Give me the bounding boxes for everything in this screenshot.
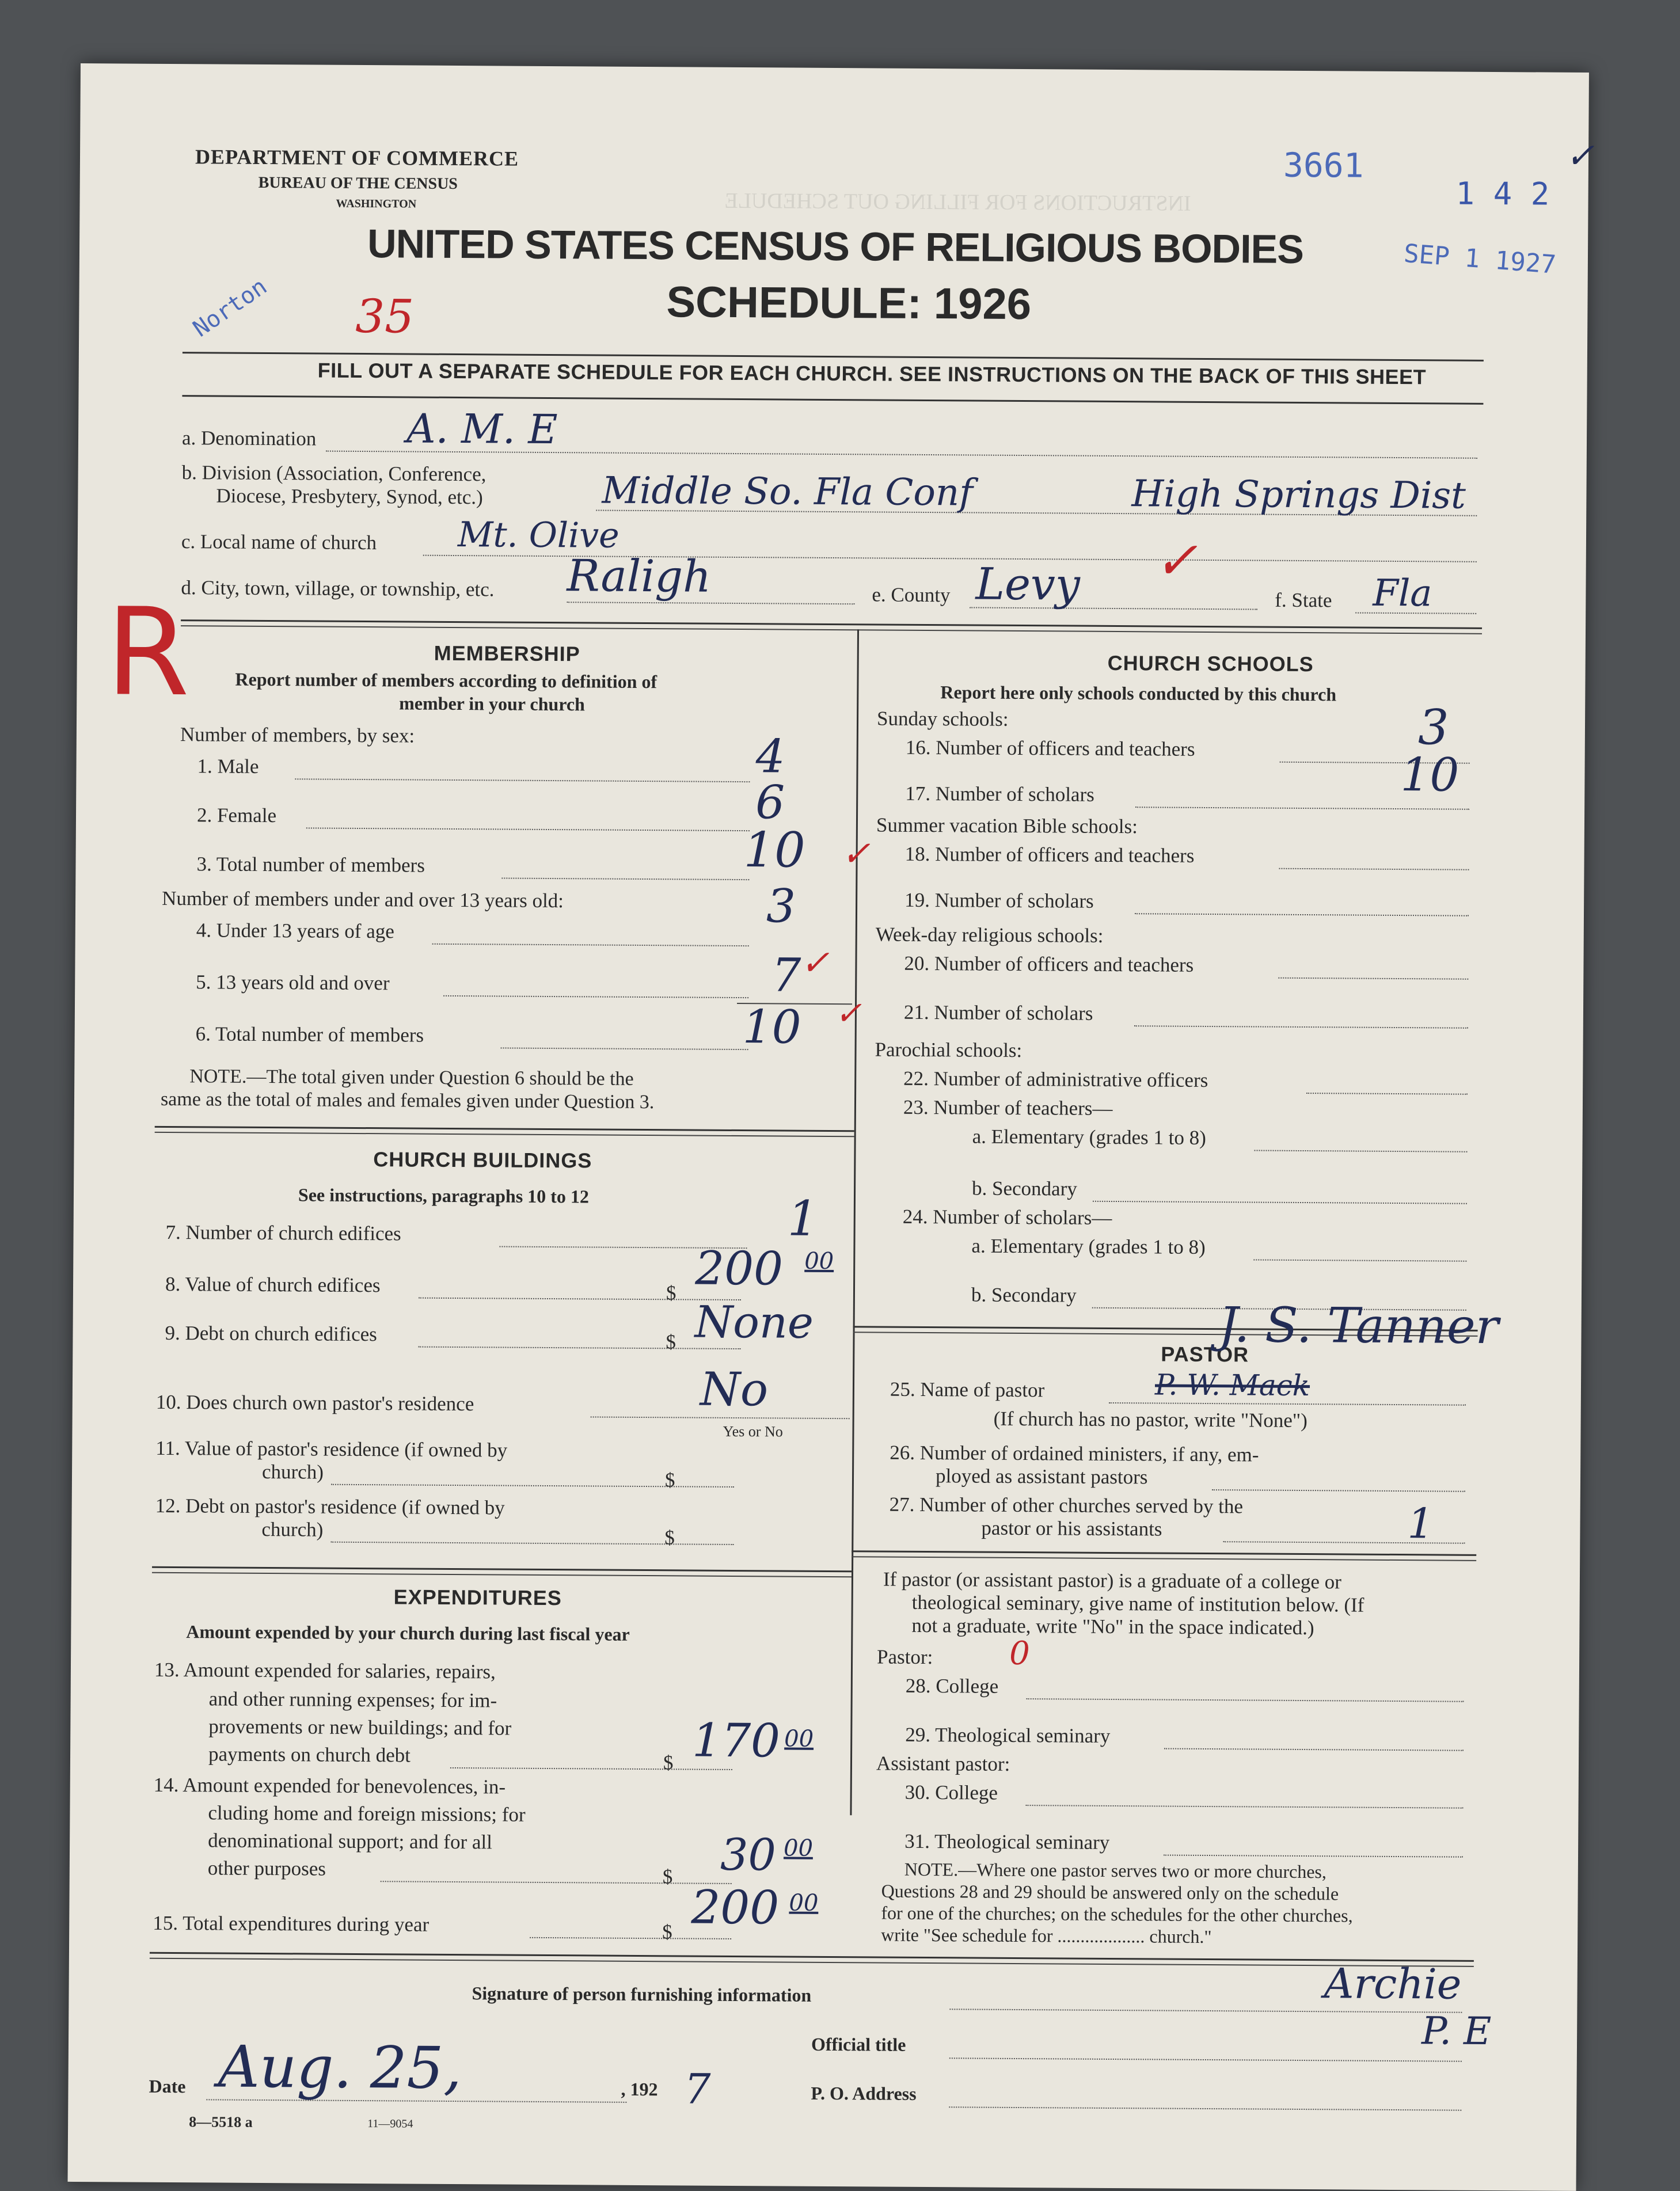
edifices-value-amount: 200	[694, 1241, 784, 1296]
signature-value: Archie	[1324, 1959, 1462, 2009]
pastor-name-note: (If church has no pastor, write "None")	[993, 1407, 1307, 1432]
pastor-name-label: 25. Name of pastor	[890, 1378, 1045, 1402]
members-by-age-label: Number of members under and over 13 years old:	[162, 887, 564, 912]
pastor-note-2: Questions 28 and 29 should be answered only on the schedule	[881, 1880, 1339, 1904]
membership-rule-1	[155, 1126, 854, 1132]
scholars-secondary-label: b. Secondary	[971, 1283, 1077, 1307]
total-expenditures-cents: 00	[789, 1889, 819, 1916]
under-13-label: 4. Under 13 years of age	[196, 919, 394, 943]
official-title-label: Official title	[811, 2033, 906, 2055]
pastor-graduate-label: Pastor:	[876, 1645, 933, 1669]
residence-value-dollar: $	[664, 1469, 675, 1492]
sunday-schools-label: Sunday schools:	[876, 707, 1009, 731]
yes-or-no-hint: Yes or No	[723, 1422, 783, 1440]
graduate-text-3: not a graduate, write "No" in the space indicated.)	[911, 1614, 1314, 1640]
benevolences-line	[381, 1881, 732, 1884]
over-13-check: ✓	[800, 942, 830, 983]
teachers-secondary-line	[1093, 1201, 1467, 1204]
running-expenses-dollar: $	[663, 1751, 674, 1774]
pastor-rule-2	[852, 1556, 1476, 1561]
division-value-conference: Middle So. Fla Conf	[602, 469, 974, 515]
instruction-line: FILL OUT A SEPARATE SCHEDULE FOR EACH CHURCH. SEE INSTRUCTIONS ON THE BACK OF THIS SHEET	[317, 358, 1427, 389]
residence-debt-dollar: $	[664, 1526, 675, 1549]
residence-value-label-2: church)	[261, 1460, 324, 1484]
membership-rule-2	[155, 1132, 854, 1137]
total-members-line-6	[501, 1047, 748, 1050]
year-prefix: , 192	[621, 2078, 658, 2100]
census-form-sheet	[68, 63, 1595, 2191]
total-members-value-6: 10	[742, 1000, 801, 1054]
scholars-elementary-label: a. Elementary (grades 1 to 8)	[971, 1234, 1206, 1258]
benevolences-cents: 00	[783, 1835, 814, 1862]
other-churches-label-2: pastor or his assistants	[981, 1516, 1162, 1540]
county-value: Levy	[975, 558, 1081, 610]
division-label-1: b. Division (Association, Conference,	[181, 461, 486, 486]
summer-scholars-label: 19. Number of scholars	[904, 888, 1094, 912]
pastor-name-line	[1109, 1402, 1466, 1406]
teachers-header-label: 23. Number of teachers—	[903, 1096, 1113, 1120]
weekday-teachers-line	[1278, 977, 1468, 980]
membership-sub-1: Report number of members according to definition of	[235, 668, 657, 693]
county-label: e. County	[872, 583, 951, 607]
print-number: 11—9054	[367, 2117, 413, 2131]
received-date-stamp: SEP 1 1927	[1402, 238, 1557, 280]
total-members-label-6: 6. Total number of members	[195, 1022, 424, 1047]
summer-scholars-line	[1135, 913, 1469, 916]
teachers-elementary-line	[1254, 1150, 1467, 1152]
pastor-college-label: 28. College	[905, 1674, 999, 1698]
assistant-seminary-line	[1164, 1855, 1463, 1858]
pastor-note-3: for one of the churches; on the schedules for the other churches,	[881, 1902, 1353, 1926]
graduate-text-2: theological seminary, give name of institution below. (If	[911, 1591, 1364, 1616]
running-expenses-label-1: 13. Amount expended for salaries, repairs,	[154, 1658, 496, 1683]
edifices-dollar: $	[666, 1281, 676, 1304]
other-churches-value: 1	[1407, 1499, 1434, 1548]
signature-line	[949, 2009, 1462, 2013]
benevolences-label-4: other purposes	[207, 1857, 326, 1880]
pastor-graduate-mark: 0	[1009, 1634, 1030, 1673]
membership-note-1: NOTE.—The total given under Question 6 should be the	[189, 1066, 634, 1090]
other-churches-label-1: 27. Number of other churches served by the	[889, 1493, 1244, 1518]
buildings-rule-1	[152, 1566, 852, 1572]
assistant-pastor-label: Assistant pastor:	[876, 1752, 1010, 1775]
sunday-scholars-value: 10	[1400, 748, 1459, 802]
weekday-schools-label: Week-day religious schools:	[875, 923, 1104, 947]
over-13-line	[443, 995, 748, 998]
form-title: UNITED STATES CENSUS OF RELIGIOUS BODIES	[367, 221, 1304, 272]
city-label: d. City, town, village, or township, etc.	[181, 576, 495, 601]
assistant-seminary-label: 31. Theological seminary	[904, 1829, 1110, 1854]
fields-rule-1	[181, 619, 1482, 629]
column-divider	[850, 629, 859, 1815]
benevolences-dollar: $	[662, 1865, 673, 1888]
total-check-6: ✓	[834, 995, 862, 1033]
running-expenses-label-4: payments on church debt	[208, 1743, 411, 1767]
pastor-seminary-line	[1164, 1748, 1464, 1751]
running-expenses-label-3: provements or new buildings; and for	[208, 1715, 512, 1740]
residence-owned-value: No	[700, 1362, 769, 1417]
total-members-label-3: 3. Total number of members	[196, 853, 425, 877]
division-value-district: High Springs Dist	[1131, 473, 1466, 518]
assistant-college-line	[1026, 1805, 1464, 1809]
buildings-title: CHURCH BUILDINGS	[373, 1147, 592, 1173]
pastor-rule-1	[852, 1550, 1476, 1556]
under-13-line	[432, 944, 749, 946]
assistant-ministers-line	[1212, 1489, 1465, 1492]
header-rule-bottom	[182, 395, 1483, 405]
male-label: 1. Male	[197, 755, 259, 778]
sunday-teachers-value: 3	[1417, 699, 1449, 756]
edifices-count-value: 1	[787, 1190, 819, 1247]
pastor-title: PASTOR	[1161, 1342, 1249, 1367]
year-value: 7	[684, 2064, 711, 2113]
female-label: 2. Female	[196, 804, 277, 827]
file-number: 3661	[1283, 145, 1364, 185]
pastor-name-struck: P. W. Mack	[1154, 1368, 1310, 1403]
total-expenditures-amount: 200	[691, 1880, 780, 1935]
city-line	[567, 602, 854, 604]
edifices-value-line	[419, 1298, 741, 1300]
norton-stamp: Norton	[188, 273, 272, 343]
total-expenditures-label: 15. Total expenditures during year	[153, 1911, 429, 1936]
schools-sub: Report here only schools conducted by this church	[940, 682, 1337, 705]
running-expenses-label-2: and other running expenses; for im-	[208, 1687, 497, 1712]
summer-teachers-label: 18. Number of officers and teachers	[904, 842, 1195, 867]
pastor-seminary-label: 29. Theological seminary	[905, 1723, 1111, 1747]
check-mark: ✓	[1565, 135, 1595, 177]
edifices-value-cents: 00	[804, 1247, 834, 1275]
running-expenses-cents: 00	[784, 1725, 814, 1752]
edifices-debt-line	[418, 1346, 740, 1349]
church-name-value: Mt. Olive	[457, 515, 619, 556]
sunday-scholars-line	[1135, 807, 1469, 810]
graduate-text-1: If pastor (or assistant pastor) is a graduate of a college or	[883, 1568, 1342, 1593]
running-expenses-amount: 170	[691, 1713, 781, 1768]
church-name-label: c. Local name of church	[181, 530, 377, 554]
assistant-ministers-label-2: ployed as assistant pastors	[935, 1465, 1148, 1489]
buildings-rule-2	[152, 1572, 852, 1577]
female-value: 6	[755, 775, 785, 830]
pastor-note-4: write "See schedule for ................... church."	[881, 1924, 1212, 1947]
po-address-label: P. O. Address	[811, 2082, 917, 2104]
total-expenditures-dollar: $	[662, 1920, 672, 1943]
pastor-note-1: NOTE.—Where one pastor serves two or more churches,	[904, 1858, 1327, 1882]
division-label-2: Diocese, Presbytery, Synod, etc.)	[216, 484, 483, 509]
red-r-mark: R	[105, 581, 191, 724]
state-value: Fla	[1373, 572, 1432, 615]
city-name: WASHINGTON	[336, 197, 417, 211]
state-label: f. State	[1275, 588, 1332, 612]
expenditures-title: EXPENDITURES	[393, 1585, 562, 1610]
total-expenditures-line	[530, 1937, 731, 1939]
residence-owned-label: 10. Does church own pastor's residence	[155, 1390, 474, 1416]
parochial-schools-label: Parochial schools:	[875, 1038, 1023, 1062]
total-members-line-3	[501, 877, 749, 880]
date-value: Aug. 25,	[218, 2033, 462, 2102]
running-expenses-line	[450, 1767, 732, 1770]
membership-note-2: same as the total of males and females given under Question 3.	[160, 1088, 655, 1113]
scholars-elementary-line	[1253, 1259, 1466, 1261]
assistant-college-label: 30. College	[904, 1781, 998, 1804]
teachers-secondary-label: b. Secondary	[971, 1177, 1077, 1200]
membership-sub-2: member in your church	[399, 693, 585, 715]
total-members-value-3: 10	[743, 821, 805, 878]
schools-title: CHURCH SCHOOLS	[1107, 651, 1314, 676]
sunday-teachers-label: 16. Number of officers and teachers	[905, 736, 1195, 760]
edifices-debt-value: None	[694, 1296, 814, 1348]
bleed-through-text: INSTRUCTIONS FOR FILLING OUT SCHEDULE	[724, 188, 1191, 216]
residence-debt-label-2: church)	[261, 1517, 324, 1541]
debt-dollar: $	[666, 1330, 676, 1353]
footer-rule-1	[150, 1952, 1474, 1962]
edifices-value-label: 8. Value of church edifices	[165, 1272, 381, 1297]
residence-owned-line	[591, 1416, 850, 1419]
membership-title: MEMBERSHIP	[434, 641, 580, 666]
department-name: DEPARTMENT OF COMMERCE	[195, 145, 519, 170]
benevolences-amount: 30	[720, 1828, 777, 1881]
edifices-debt-label: 9. Debt on church edifices	[165, 1321, 377, 1346]
city-value: Raligh	[567, 550, 712, 602]
assistant-ministers-label-1: 26. Number of ordained ministers, if any, em-	[890, 1441, 1259, 1466]
over-13-label: 5. 13 years old and over	[196, 971, 390, 995]
benevolences-label-2: cluding home and foreign missions; for	[208, 1801, 526, 1826]
admin-officers-line	[1306, 1093, 1468, 1095]
scholars-header-label: 24. Number of scholars—	[902, 1205, 1112, 1229]
female-line	[306, 827, 750, 831]
over-13-value: 7	[771, 948, 801, 1002]
official-title-line	[949, 2057, 1462, 2061]
benevolences-label-3: denominational support; and for all	[208, 1829, 493, 1854]
residence-value-label-1: 11. Value of pastor's residence (if owned by	[155, 1436, 508, 1462]
expenditures-sub: Amount expended by your church during last fiscal year	[186, 1621, 630, 1645]
handwritten-number: 1 4 2	[1455, 175, 1550, 212]
pastor-name-value: J. S. Tanner	[1218, 1296, 1499, 1355]
edifices-count-label: 7. Number of church edifices	[165, 1220, 401, 1245]
weekday-scholars-label: 21. Number of scholars	[903, 1001, 1093, 1025]
admin-officers-label: 22. Number of administrative officers	[903, 1067, 1208, 1091]
sunday-scholars-label: 17. Number of scholars	[905, 782, 1094, 806]
weekday-teachers-label: 20. Number of officers and teachers	[904, 952, 1194, 976]
residence-debt-label-1: 12. Debt on pastor's residence (if owned by	[155, 1494, 505, 1519]
summer-schools-label: Summer vacation Bible schools:	[876, 813, 1138, 838]
denomination-value: A. M. E	[406, 405, 558, 454]
under-13-value: 3	[766, 879, 796, 933]
po-address-line	[949, 2106, 1461, 2110]
signature-label: Signature of person furnishing information	[472, 1983, 812, 2006]
pastor-college-line	[1027, 1698, 1464, 1702]
members-by-sex-label: Number of members, by sex:	[180, 723, 415, 747]
benevolences-label-1: 14. Amount expended for benevolences, in-	[153, 1773, 506, 1798]
total-check-3: ✓	[841, 834, 871, 874]
denomination-label: a. Denomination	[181, 427, 317, 450]
teachers-elementary-label: a. Elementary (grades 1 to 8)	[972, 1125, 1206, 1149]
summer-teachers-line	[1279, 868, 1469, 870]
male-line	[295, 778, 750, 782]
male-value: 4	[755, 729, 785, 783]
official-title-value: P. E	[1421, 2009, 1492, 2054]
buildings-sub: See instructions, paragraphs 10 to 12	[298, 1184, 590, 1207]
schedule-title: SCHEDULE: 1926	[666, 277, 1032, 329]
bureau-name: BUREAU OF THE CENSUS	[258, 173, 458, 193]
weekday-scholars-line	[1134, 1025, 1468, 1029]
red-number: 35	[355, 289, 415, 344]
form-number: 8—5518 a	[189, 2113, 253, 2131]
date-label: Date	[149, 2075, 186, 2097]
county-check-mark: ✓	[1154, 530, 1198, 591]
